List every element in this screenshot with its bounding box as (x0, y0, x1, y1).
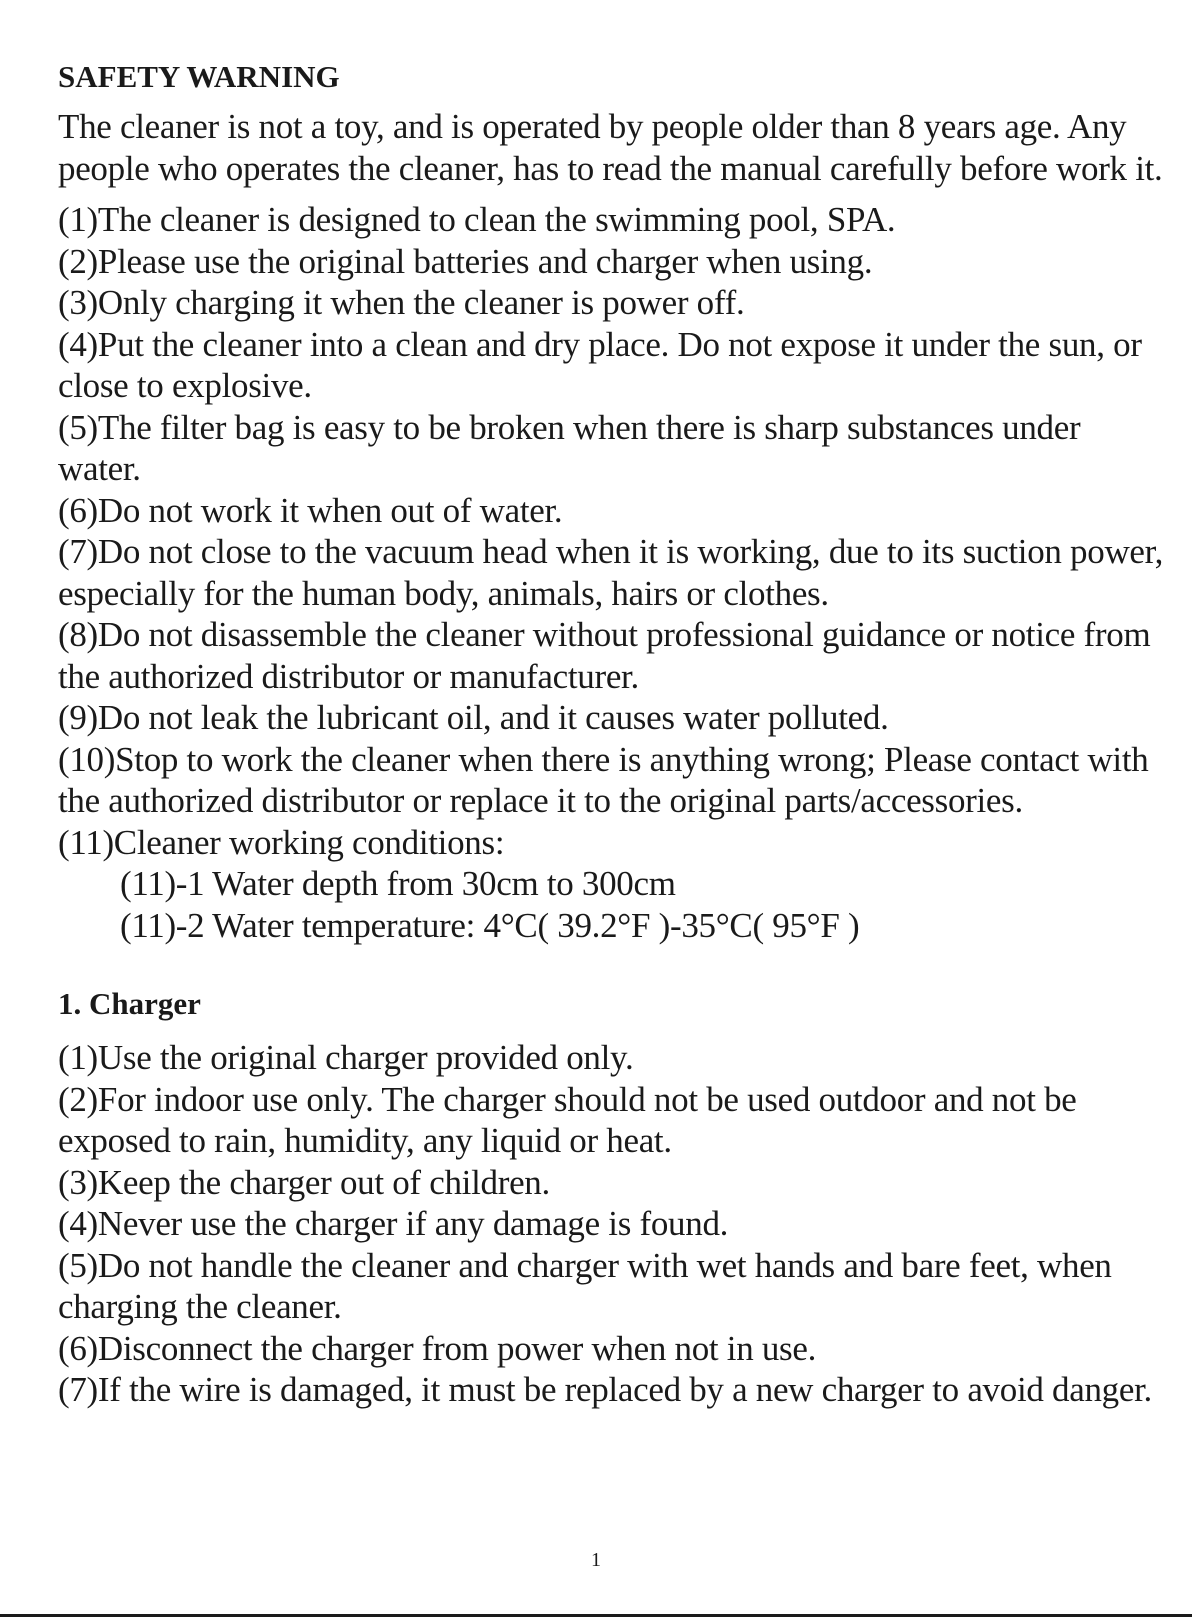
charger-item: (5)Do not handle the cleaner and charger with wet hands and bare feet, when charging the cleaner. (58, 1245, 1112, 1326)
safety-item: (1)The cleaner is designed to clean the swimming pool, SPA. (58, 200, 896, 239)
working-condition-subitem: (11)-2 Water temperature: 4°C( 39.2°F )-35°C( 95°F ) (120, 905, 860, 945)
charger-list (58, 1037, 1168, 1411)
charger-item: (3)Keep the charger out of children. (58, 1162, 550, 1202)
document-page (58, 52, 1168, 1411)
working-condition-subitem: (11)-1 Water depth from 30cm to 300cm (120, 864, 676, 903)
safety-item: (2)Please use the original batteries and charger when using. (58, 241, 873, 281)
safety-intro-paragraph: The cleaner is not a toy, and is operated by people older than 8 years age. Any people who operates the cleaner, has to read the manual carefully before work it. (58, 107, 1163, 188)
safety-item: (5)The filter bag is easy to be broken when there is sharp substances under water. (58, 407, 1081, 488)
charger-item: (7)If the wire is damaged, it must be replaced by a new charger to avoid danger. (58, 1370, 1152, 1409)
safety-item: (9)Do not leak the lubricant oil, and it causes water polluted. (58, 698, 889, 737)
safety-warning-list (58, 199, 1168, 946)
charger-item: (6)Disconnect the charger from power when not in use. (58, 1328, 817, 1368)
safety-item: (11)Cleaner working conditions: (58, 822, 505, 862)
safety-item: (3)Only charging it when the cleaner is power off. (58, 283, 745, 322)
charger-section-heading: 1. Charger (58, 986, 201, 1021)
safety-warning-heading: SAFETY WARNING (58, 59, 340, 94)
safety-item: (6)Do not work it when out of water. (58, 490, 563, 530)
charger-item: (2)For indoor use only. The charger should not be used outdoor and not be exposed to rain, humidity, any liquid or heat. (58, 1079, 1077, 1160)
safety-item: (10)Stop to work the cleaner when there is anything wrong; Please contact with the authorized distributor or replace it to the original parts/accessories. (58, 739, 1149, 820)
safety-item: (7)Do not close to the vacuum head when it is working, due to its suction power, especially for the human body, animals, hairs or clothes. (58, 532, 1164, 613)
safety-item: (8)Do not disassemble the cleaner without professional guidance or notice from the authorized distributor or manufacturer. (58, 615, 1151, 696)
charger-item: (4)Never use the charger if any damage is found. (58, 1204, 729, 1243)
charger-item: (1)Use the original charger provided only. (58, 1038, 634, 1077)
page-number: 1 (591, 1549, 601, 1571)
safety-item: (4)Put the cleaner into a clean and dry place. Do not expose it under the sun, or close to explosive. (58, 324, 1142, 405)
